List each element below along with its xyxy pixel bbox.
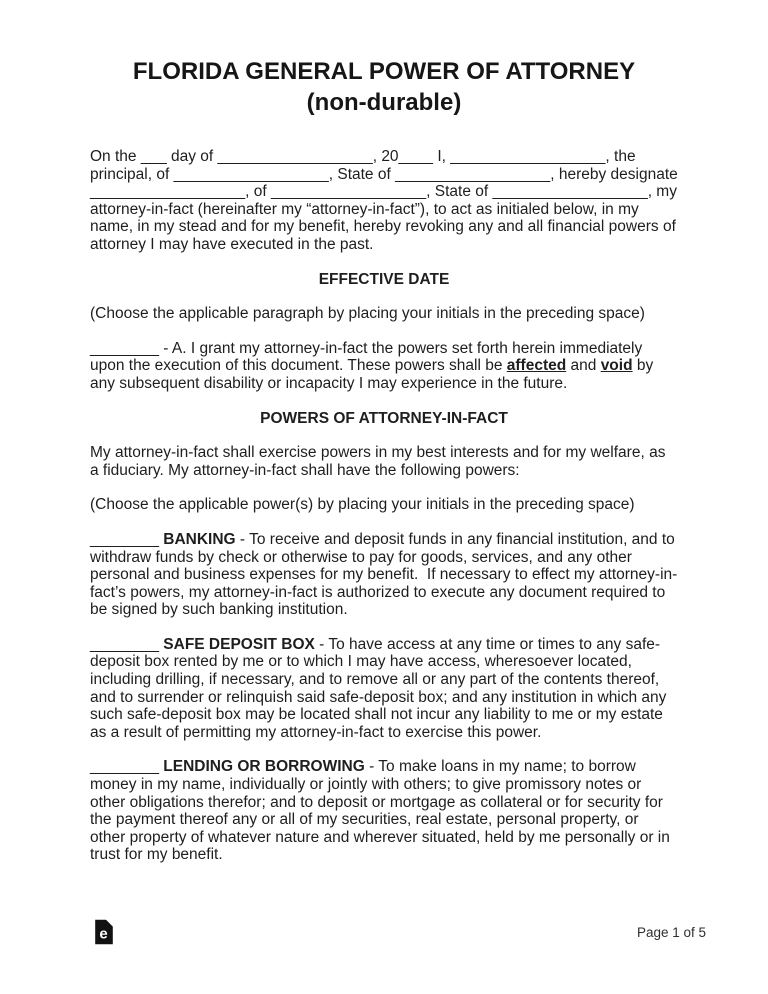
powers-intro-paragraph: My attorney-in-fact shall exercise powers in my best interests and for my welfare, as a fiduciary. My attorney-in-fact shall have the following powers: (90, 444, 670, 479)
intro-paragraph (90, 148, 683, 254)
text-segment: - To receive and deposit funds in any financial institution, and to withdraw funds by check or otherwise to pay for goods, services, and any other personal and business expenses for my benefit. If necessary to effect my attorney-in-fact’s powers, my attorney-in-fact is authorized to execute any document required to be signed by such banking institution. (90, 530, 680, 619)
text-segment: On the ___ day of __________________, 20____ I, __________________, the principal, of __________________, State of __________________, hereby designate __________________, of __________________, State of __________________, my attorney-in-fact (hereinafter my “attorney-in-fact”), to act as initialed below, in my name, in my stead and for my benefit, hereby revoking any and all financial powers of attorney I may have executed in the past. (90, 148, 683, 253)
effective-date-option-a (90, 340, 678, 393)
emphasized-text: BANKING (163, 530, 236, 548)
powers-note: (Choose the applicable power(s) by placing your initials in the preceding space) (90, 496, 635, 514)
emphasized-text: void (600, 357, 633, 375)
page-footer (94, 918, 706, 946)
text-segment: ________ (90, 530, 164, 548)
emphasized-text: SAFE DEPOSIT BOX (163, 635, 315, 653)
text-segment: and (566, 357, 601, 375)
text-segment: ________ - A. I grant my attorney-in-fact the powers set forth herein immediately upon the execution of this document. These powers shall be (90, 339, 647, 375)
subtitle-line: (non-durable) (306, 89, 462, 116)
effective-date-note: (Choose the applicable paragraph by placing your initials in the preceding space) (90, 305, 645, 323)
text-segment: by any subsequent disability or incapacity I may experience in the future. (90, 357, 658, 392)
emphasized-text: affected (506, 357, 567, 375)
text-segment: - To have access at any time or times to any safe-deposit box rented by me or to which I may have access, wheresoever located, including drilling, if necessary, and to remove all or any part of the contents thereof, and to surrender or relinquish said safe-deposit box; and any institution in which any such safe-deposit box may be located shall not incur any liability to me or my estate as a result of permitting my attorney-in-fact to exercise this power. (90, 635, 671, 741)
eforms-logo-icon (94, 919, 114, 945)
effective-date-heading: EFFECTIVE DATE (318, 270, 450, 288)
power-banking-paragraph (90, 531, 678, 619)
text-segment: - To make loans in my name; to borrow money in my name, individually or jointly with others; to give promissory notes or other obligations therefor; and to deposit or mortgage as collateral or for security for the payment thereof any or all of my securities, real estate, personal property, or other property of whatever nature and wherever situated, held by me personally or in trust for my benefit. (90, 758, 675, 864)
title-line: FLORIDA GENERAL POWER OF ATTORNEY (132, 58, 636, 85)
powers-heading: POWERS OF ATTORNEY-IN-FACT (260, 409, 508, 427)
text-segment: ________ (90, 635, 164, 653)
text-segment: ________ (90, 758, 164, 776)
power-safe-deposit-box-paragraph (90, 636, 678, 742)
document-title (90, 56, 678, 118)
power-lending-or-borrowing-paragraph (90, 758, 678, 864)
emphasized-text: LENDING OR BORROWING (163, 758, 365, 776)
page-number: Page 1 of 5 (636, 924, 706, 940)
svg-text:e: e (99, 925, 108, 943)
